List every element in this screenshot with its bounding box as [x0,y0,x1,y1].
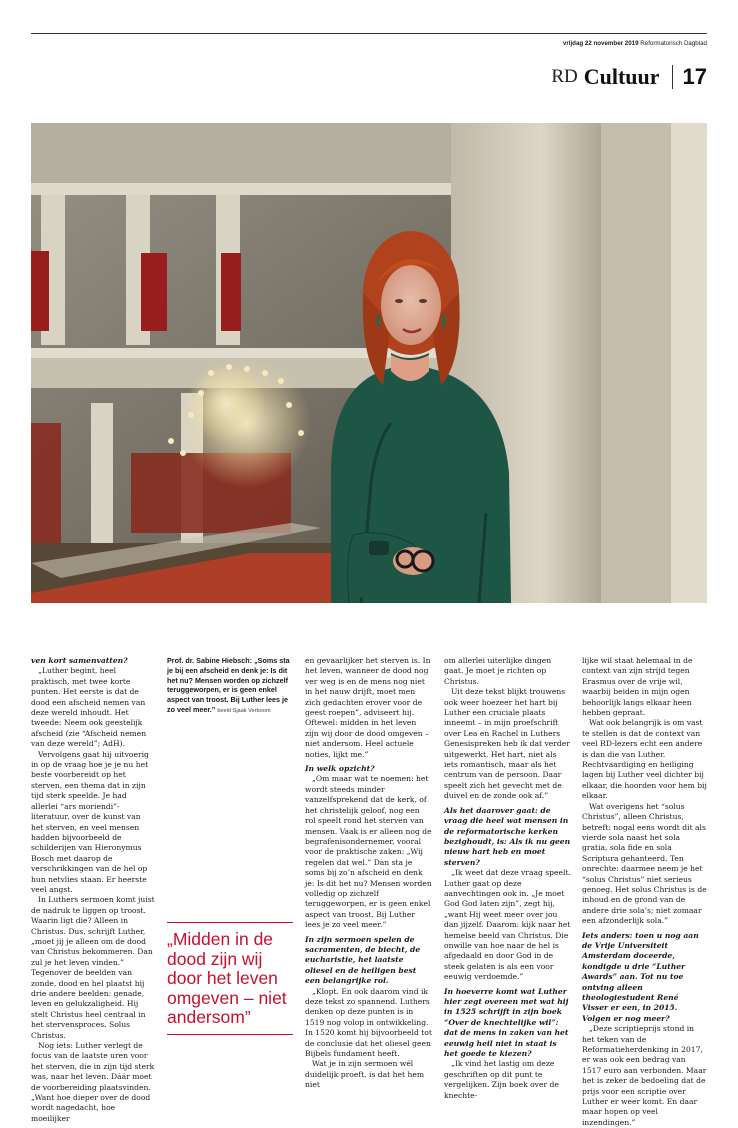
article-column-1 [31,656,155,1124]
interview-question: Iets anders: toen u nog aan de Vrije Universiteit Amsterdam doceerde, kondigde u drie “Luther Awards” aan. Tot nu toe ontving alleen theologiestudent René Visser er een, in 2015. Volgen er nog meer? [582,930,699,1023]
paragraph: „Luther begint, heel praktisch, met twee korte punten. Het eerste is dat de dood een afscheid nemen van deze wereld inhoudt. Het tweede: Neem ook geestelijk afscheid (zie “Afscheid nemen van deze wereld”; AdH). [31,666,147,749]
interview-question: In welk opzicht? [305,764,375,774]
section-title: Cultuur [583,64,660,89]
pull-quote-text: „Midden in de dood zijn wij door het leven omgeven – niet andersom” [167,929,287,1027]
caption-text: Prof. dr. Sabine Hiebsch: „Soms sta je bij een afscheid en denk je: Is dit het nu? Mensen worden op zichzelf teruggeworpen, er is geen enkel aspect van troost. Bij Luther lees je zo veel meer.” [167,656,290,714]
photo-caption [167,656,293,717]
paragraph: In Luthers sermoen komt juist de nadruk te liggen op troost. Waarin ligt die? Alleen in Christus. Dus, schrijft Luther, „moet jij je alleen om de dood van Christus bekommeren. Dan zul je het leven vinden.” Tegenover de beelden van zonde, dood en hel plaatst hij drie andere beelden: genade, leven en gelukzaligheid. Hij stelt Christus heel centraal in het stervensproces. Solus Christus. [31,895,155,1040]
pull-quote [167,922,293,1035]
paragraph: Wat overigens het “solus Christus”, alleen Christus, betreft: nogal eens wordt dit als vierde sola naast het sola gratia, sola fide en sola Scriptura gehanteerd. Ten onrechte: daarmee neem je het “solus Christus” niet serieus genoeg. Het solus Christus is de inhoud en de grond van de andere drie sola’s; niet zomaar een afzonderlijk sola.” [582,801,707,926]
interview-question: In hoeverre komt wat Luther hier zegt overeen met wat hij in 1525 schrijft in zijn boek “Over de knechtelijke wil”: dat de mens in zaken van het eeuwig heil niet in staat is het goede te kiezen? [444,986,569,1059]
paragraph: „Deze scriptieprijs stond in het teken van de Reformatieherdenking in 2017, er was ook een bedrag van 1517 euro aan verbonden. Maar het is zeker de bedoeling dat de prijs voor een scriptie over Luther er weer komt. En daar maar hopen op veel inzendingen.” [582,1024,707,1127]
paragraph: Vervolgens gaat hij uitvoerig in op de vraag hoe je je nu het beste voorbereidt op het sterven, een thema dat in zijn tijd sterk speelde. Je had allerlei “ars moriendi”-literatuur, over de kunst van het sterven, en veel mensen hadden bijvoorbeeld de schilderijen van Hieronymus Bosch met daarop de verschrikkingen van de hel op hun netvlies staan. Er heerste veel angst. [31,749,149,894]
photo-credit: beeld Sjaak Verboom [217,707,271,714]
paper-name: Reformatorisch Dagblad [640,40,707,47]
brand-logo: RD [551,66,578,87]
interview-question: ven kort samenvatten? [31,656,128,665]
article-column-2 [305,656,432,1091]
paragraph: „Klopt. En ook daarom vind ik deze tekst zo spannend. Luthers denken op deze punten is in 1519 nog volop in ontwikkeling. In 1520 komt hij bijvoorbeeld tot de conclusie dat het oliesel geen Bijbels fundament heeft. [305,986,432,1059]
paragraph: „Ik weet dat deze vraag speelt. Luther gaat op deze aanvechtingen ook in. „Je moet God God laten zijn”, zegt hij, „want Hij weet meer over jou dan jijzelf. Daarom: kijk naar het hemelse beeld van Christus. Die onwille van hoe naar de hel is afgedaald en door God in de steek gelaten is als een voor eeuwig verdoemde.” [444,868,571,982]
paragraph: Wat je in zijn sermoen wél duidelijk proeft, is dat het hem niet [305,1059,425,1090]
paragraph: Uit deze tekst blijkt trouwens ook weer hoezeer het hart bij Luther een cruciale plaats inneemt – in mijn proefschrift over Lea en Rachel in Luthers Genesispreken heb ik dat verder uitgewerkt. Het hart, niet als iets romantisch, maar als het centrum van de persoon. Daar speelt zich het gevecht met de duivel en de zonde ook af.” [444,687,570,801]
paragraph: Nog iets: Luther verlegt de focus van de laatste uren voor het sterven, die in zijn tijd sterk was, naar het leven. Dáár moet de voorbereiding plaatsvinden. „Want hoe dieper over de dood wordt nagedacht, hoe moeilijker [31,1041,155,1123]
paragraph: en gevaarlijker het sterven is. In het leven, wanneer de dood nog ver weg is en de mens nog niet in het nauw drijft, moet men zich gedachten erover voor de geest roepen”, adviseert hij. Oftewel: midden in het leven zijn wij door de dood omgeven – niet andersom. Heel actuele noties, lijkt me.” [305,656,431,759]
article-column-4 [582,656,707,1128]
paragraph: „Om maar wat te noemen: het wordt steeds minder vanzelfsprekend dat de kerk, of het christelijk geloof, nog een rol speelt rond het sterven van mensen. Vaak is er alleen nog de begrafenisondernemer, vooral voor de praktische zaken: „Wij regelen dat wel.” Dan sta je soms bij zo’n afscheid en denk je: Is dit het nu? Mensen worden volledig op zichzelf teruggeworpen, er is geen enkel aspect van troost. Bij Luther lees je zo veel meer.” [305,774,432,930]
interview-question: In zijn sermoen spelen de sacramenten, de biecht, de eucharistie, het laatste oliesel en de heiligen best een belangrijke rol. [305,934,421,986]
section-header [551,62,707,92]
portrait-illustration [31,123,707,603]
date: vrijdag 22 november 2019 [562,40,639,47]
paragraph: lijke wil staat helemaal in de context van zijn strijd tegen Erasmus over de vrije wil, waarbij beiden in mijn ogen behoorlijk langs elkaar heen hebben gepraat. [582,656,693,718]
paragraph: om allerlei uiterlijke dingen gaat. Je moet je richten op Christus. [444,656,552,686]
dateline [563,40,707,47]
header-rule [31,33,707,34]
paragraph: Wat ook belangrijk is om vast te stellen is dat de context van veel RD-lezers echt een andere is dan die van Luther. Rechtvaardiging en heiliging lagen bij Luther veel dichter bij elkaar, die hoorden voor hem bij elkaar. [582,718,707,801]
article-column-3 [444,656,571,1101]
paragraph: „Ik vind het lastig om deze geschriften op dit punt te vergelijken. Zijn boek over de knechte- [444,1059,559,1100]
portrait-photo [31,123,707,603]
section-divider [672,65,673,89]
interview-question: Als het daarover gaat: de vraag die heel wat mensen in de reformatorische kerken bezighoudt, is: Als ik nu geen nieuw hart heb en moet sterven? [444,805,571,867]
page-number: 17 [682,64,707,89]
